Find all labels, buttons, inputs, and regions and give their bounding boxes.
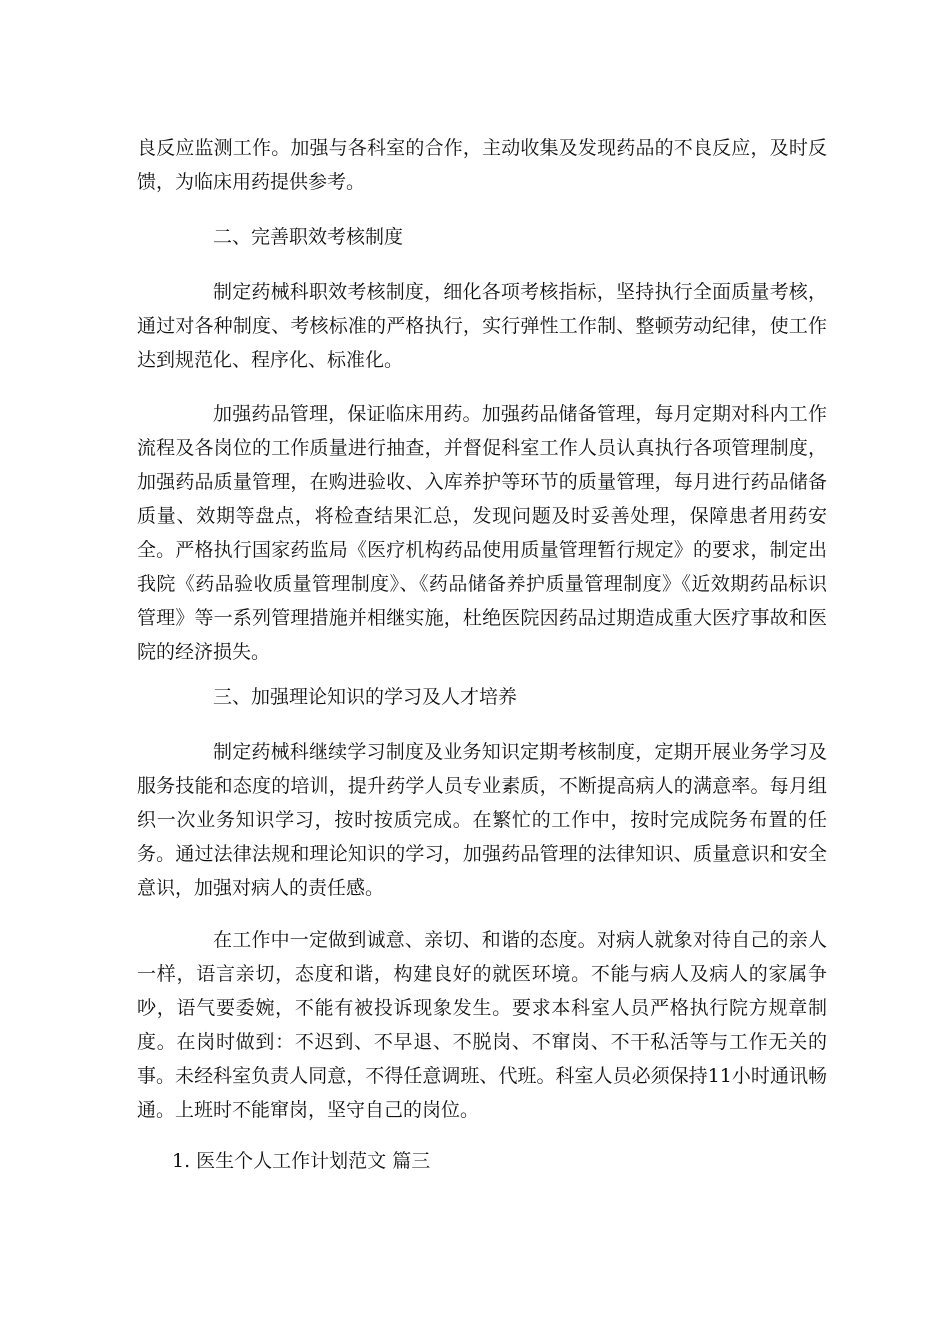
paragraph-continuing-education: 制定药械科继续学习制度及业务知识定期考核制度，定期开展业务学习及服务技能和态度的培训，提升药学人员专业素质，不断提高病人的满意率。每月组织一次业务知识学习，按时按质完成。在繁忙的工作中，按时完成院务布置的任务。通过法律法规和理论知识的学习，加强药品管理的法律知识、质量意识和安全意识，加强对病人的责任感。 [137,741,827,899]
paragraph-adverse-reaction: 良反应监测工作。加强与各科室的合作，主动收集及发现药品的不良反应，及时反馈，为临床用药提供参考。 [137,137,827,193]
paragraph-drug-management: 加强药品管理，保证临床用药。加强药品储备管理，每月定期对科内工作流程及各岗位的工作质量进行抽查，并督促科室工作人员认真执行各项管理制度，加强药品质量管理，在购进验收、入库养护等环节的质量管理，每月进行药品储备质量、效期等盘点，将检查结果汇总，发现问题及时妥善处理，保障患者用药安全。严格执行国家药监局《医疗机构药品使用质量管理暂行规定》的要求，制定出我院《药品验收质量管理制度》、《药品储备养护质量管理制度》《近效期药品标识管理》等一系列管理措施并相继实施，杜绝医院因药品过期造成重大医疗事故和医院的经济损失。 [137,403,827,663]
heading-theory-learning: 三、加强理论知识的学习及人才培养 [213,686,518,708]
heading-performance-assessment: 二、完善职效考核制度 [213,226,404,248]
section-title-part-three: 1. 医生个人工作计划范文 篇三 [172,1150,431,1172]
paragraph-assessment-system: 制定药械科职效考核制度，细化各项考核指标，坚持执行全面质量考核，通过对各种制度、考核标准的严格执行，实行弹性工作制、整顿劳动纪律，使工作达到规范化、程序化、标准化。 [137,281,827,371]
paragraph-service-attitude: 在工作中一定做到诚意、亲切、和谐的态度。对病人就象对待自己的亲人一样，语言亲切，态度和谐，构建良好的就医环境。不能与病人及病人的家属争吵，语气要委婉，不能有被投诉现象发生。要求本科室人员严格执行院方规章制度。在岗时做到：不迟到、不早退、不脱岗、不窜岗、不干私活等与工作无关的事。未经科室负责人同意，不得任意调班、代班。科室人员必须保持11小时通讯畅通。上班时不能窜岗，坚守自己的岗位。 [137,929,827,1121]
